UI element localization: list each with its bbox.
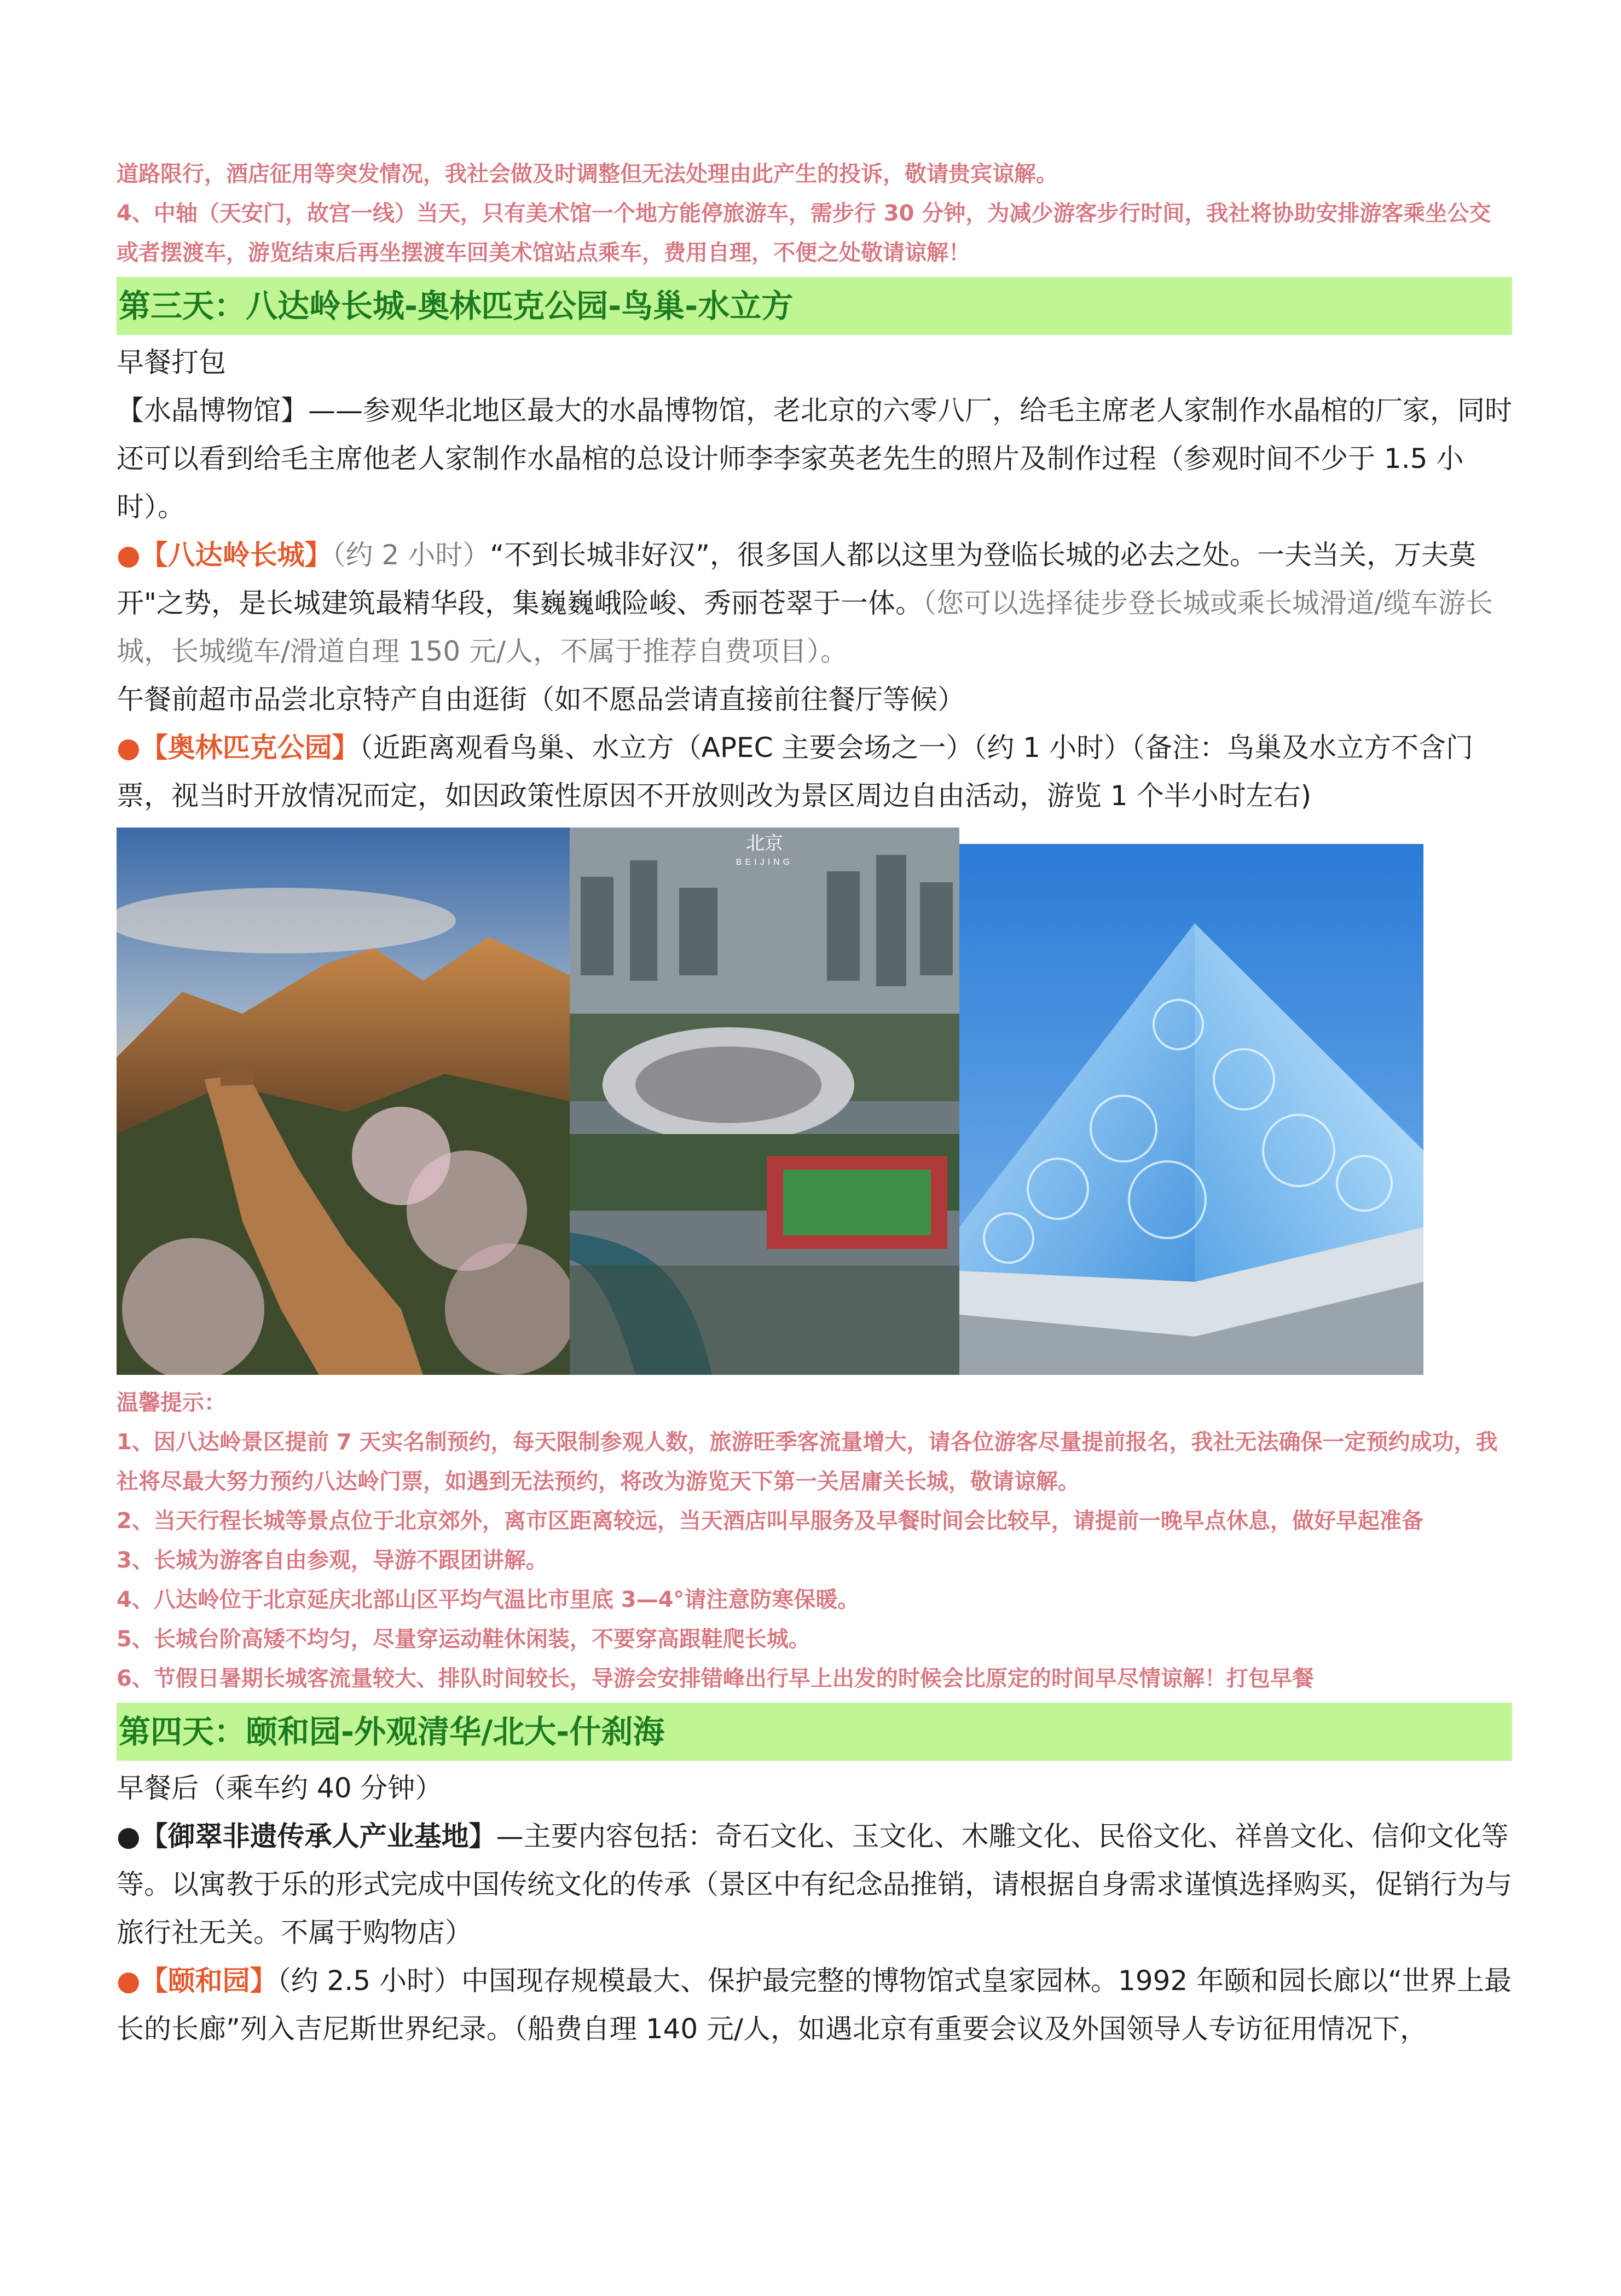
photo-caption-en: BEIJING <box>736 858 794 867</box>
summer-palace-desc: 中国现存规模最大、保护最完整的博物馆式皇家园林。1992 年颐和园长廊以“世界上最长的长廊”列入吉尼斯世界纪录。 <box>117 1965 1512 2045</box>
bullet-icon: ● <box>117 1965 141 1997</box>
day4-after-breakfast: 早餐后（乘车约 40 分钟） <box>117 1772 443 1804</box>
badaling-name: 【八达岭长城】 <box>140 539 332 571</box>
water-cube-photo <box>959 844 1423 1375</box>
jade-base-desc: —主要内容包括：奇石文化、玉文化、木雕文化、民俗文化、祥兽文化、信仰文化等等。以寓教于乐的形式完成中国传统文化的传承（景区中有纪念品推销，请根据自身需求谨慎选择购买，促销行为与旅行社无关。不属于购物店） <box>117 1820 1512 1948</box>
tip-3: 3、长城为游客自由参观，导游不跟团讲解。 <box>117 1548 548 1573</box>
olympic-paragraph <box>117 724 1512 820</box>
summer-palace-note: （船费自理 140 元/人，如遇北京有重要会议及外国领导人专访征用情况下， <box>513 2013 1427 2045</box>
tip-1: 1、因八达岭景区提前 7 天实名制预约，每天限制参观人数，旅游旺季客流量增大，请各位游客尽量提前报名，我社无法确保一定预约成功，我社将尽最大努力预约八达岭门票，如遇到无法预约，将改为游览天下第一关居庸关长城，敬请谅解。 <box>117 1430 1498 1494</box>
photo-strip <box>117 828 1512 1378</box>
jade-base-name: 【御翠非遗传承人产业基地】 <box>140 1820 496 1852</box>
summer-palace-duration: （约 2.5 小时） <box>277 1965 461 1997</box>
tips-title: 温馨提示： <box>117 1390 226 1415</box>
tip-4: 4、八达岭位于北京延庆北部山区平均气温比市里底 3—4°请注意防寒保暖。 <box>117 1587 860 1612</box>
note-road-restriction: 道路限行，酒店征用等突发情况，我社会做及时调整但无法处理由此产生的投诉，敬请贵宾谅解。 <box>117 161 1058 187</box>
badaling-paragraph <box>117 531 1512 675</box>
jade-base-paragraph <box>117 1812 1512 1957</box>
olympic-desc: （近距离观看鸟巢、水立方（APEC 主要会场之一）（约 1 小时）（备注：鸟巢及水立方不含门票，视当时开放情况而定，如因政策性原因不开放则改为景区周边自由活动，游览 1 个半小时左右) <box>117 732 1473 812</box>
summer-palace-paragraph <box>117 1957 1512 2053</box>
tip-5: 5、长城台阶高矮不均匀，尽量穿运动鞋休闲装，不要穿高跟鞋爬长城。 <box>117 1627 810 1652</box>
great-wall-photo <box>117 828 570 1375</box>
badaling-desc: “不到长城非好汉”，很多国人都以这里为登临长城的必去之处。一夫当关，万夫莫开"之势，是长城建筑最精华段，集巍巍峨险峻、秀丽苍翠于一体。 <box>117 539 1477 619</box>
itinerary-content <box>117 154 1512 2053</box>
day4-heading: 第四天：颐和园-外观清华/北大-什刹海 <box>117 1703 1512 1761</box>
tip-2: 2、当天行程长城等景点位于北京郊外，离市区距离较远，当天酒店叫早服务及早餐时间会比较早，请提前一晚早点休息，做好早起准备 <box>117 1508 1423 1534</box>
day3-breakfast: 早餐打包 <box>117 346 226 378</box>
bullet-icon: ● <box>117 732 141 764</box>
tip-6: 6、节假日暑期长城客流量较大、排队时间较长，导游会安排错峰出行早上出发的时候会比原定的时间早尽情谅解！打包早餐 <box>117 1666 1314 1691</box>
note-central-axis: 4、中轴（天安门，故宫一线）当天，只有美术馆一个地方能停旅游车，需步行 30 分钟，为减少游客步行时间，我社将协助安排游客乘坐公交或者摆渡车，游览结束后再坐摆渡车回美术馆站点乘车，费用自理，不便之处敬请谅解！ <box>117 201 1491 265</box>
summer-palace-name: 【颐和园】 <box>140 1965 277 1997</box>
badaling-duration: （约 2 小时） <box>332 539 490 571</box>
badaling-note: （您可以选择徒步登长城或乘长城滑道/缆车游长城，长城缆车/滑道自理 150 元/人，不属于推荐自费项目）。 <box>117 587 1493 667</box>
photo-caption-cn: 北京 <box>746 832 783 854</box>
bullet-icon: ● <box>117 539 141 571</box>
bullet-icon: ● <box>117 1820 141 1852</box>
day3-heading: 第三天：八达岭长城-奥林匹克公园-鸟巢-水立方 <box>117 277 1512 335</box>
birds-nest-photo <box>570 828 959 1375</box>
lunch-paragraph: 午餐前超市品尝北京特产自由逛街（如不愿品尝请直接前往餐厅等候） <box>117 684 965 715</box>
crystal-museum-paragraph: 【水晶博物馆】——参观华北地区最大的水晶博物馆，老北京的六零八厂，给毛主席老人家制作水晶棺的厂家，同时还可以看到给毛主席他老人家制作水晶棺的总设计师李李家英老先生的照片及制作过程（参观时间不少于 1.5 小时）。 <box>117 395 1512 523</box>
olympic-name: 【奥林匹克公园】 <box>140 732 360 764</box>
